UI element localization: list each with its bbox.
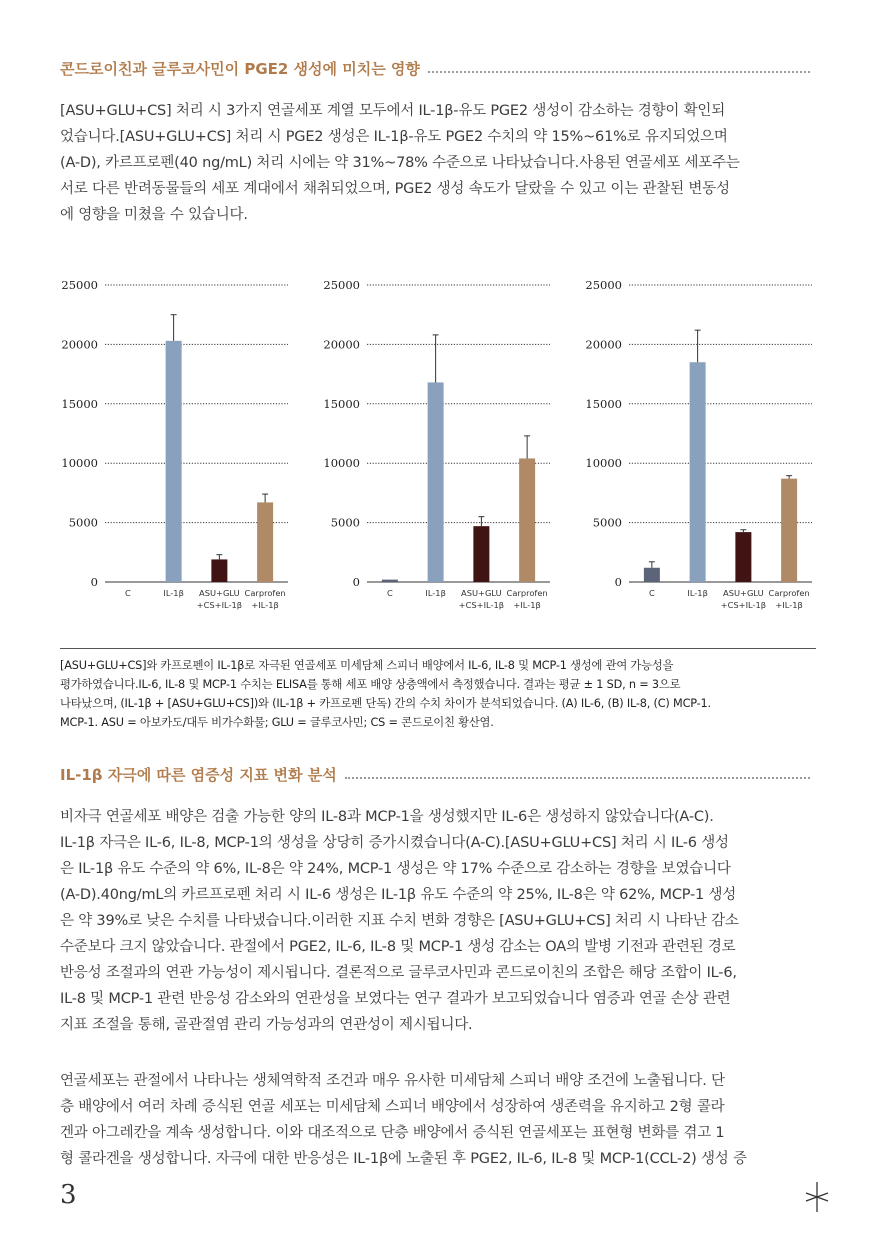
text-line: 반응성 조절과의 연관 가능성이 제시됩니다. 결론적으로 글루코사민과 콘드로이친의 조합은 해당 조합이 IL-6, (60, 965, 737, 981)
bar (644, 568, 660, 582)
text-line: 은 약 39%로 낮은 수치를 나타냈습니다.이러한 지표 수치 변화 경향은 [ASU+GLU+CS] 처리 시 나타난 감소 (60, 913, 739, 929)
caption-divider (60, 648, 816, 649)
x-tick-label: IL-1β (687, 588, 708, 598)
y-tick-label: 20000 (323, 337, 360, 352)
text-line: 은 IL-1β 유도 수준의 약 6%, IL-8은 약 24%, MCP-1 생성은 약 17% 수준으로 감소하는 경향을 보였습니다 (60, 861, 731, 877)
y-tick-label: 5000 (68, 515, 98, 530)
bar (211, 559, 227, 582)
y-tick-label: 0 (614, 575, 622, 589)
x-tick-label: C (386, 588, 393, 598)
section-title-text: IL-1β 자극에 따른 염증성 지표 변화 분석 (60, 766, 337, 784)
title-dotted-leader (345, 777, 810, 779)
x-tick-label: C (124, 588, 131, 598)
y-tick-label: 10000 (61, 456, 98, 471)
text-line: (A-D), 카르프로펜(40 ng/mL) 처리 시에는 약 31%~78% 수준으로 나타났습니다.사용된 연골세포 세포주는 (60, 155, 740, 171)
title-dotted-leader (428, 71, 810, 73)
y-tick-label: 25000 (323, 278, 360, 292)
x-tick-label: +IL-1β (775, 600, 803, 610)
paragraph-chondrocytes (60, 1068, 816, 1172)
text-line: 었습니다.[ASU+GLU+CS] 처리 시 PGE2 생성은 IL-1β-유도 PGE2 수치의 약 15%~61%로 유지되었으며 (60, 129, 728, 145)
text-line: 층 배양에서 여러 차례 증식된 연골 세포는 미세담체 스피너 배양에서 성장하여 생존력을 유지하고 2형 콜라 (60, 1099, 725, 1115)
bar (519, 458, 535, 582)
y-tick-label: 20000 (585, 337, 622, 352)
y-tick-label: 15000 (61, 396, 98, 411)
section-title-il1b (60, 764, 810, 785)
caption-line: 나타났으며, (IL-1β + [ASU+GLU+CS])와 (IL-1β + 카프로펜 단독) 간의 수치 차이가 분석되었습니다. (A) IL-6, (B) IL-8, (C) MCP-1. (60, 697, 711, 710)
text-line: 에 영향을 미쳤을 수 있습니다. (60, 207, 248, 223)
bar (382, 580, 398, 582)
chart-c-svg (584, 270, 814, 620)
y-tick-label: 15000 (585, 396, 622, 411)
bar (166, 341, 182, 582)
text-line: 겐과 아그레칸을 계속 생성합니다. 이와 대조적으로 단층 배양에서 증식된 연골세포는 표현형 변화를 겪고 1 (60, 1125, 725, 1141)
x-tick-label: +CS+IL-1β (720, 600, 767, 610)
chart-a-svg (60, 270, 290, 620)
chart-a (60, 270, 290, 620)
chart-b-svg (322, 270, 552, 620)
x-tick-label: +CS+IL-1β (458, 600, 505, 610)
x-tick-label: ASU+GLU (723, 588, 764, 598)
bar (781, 479, 797, 582)
x-tick-label: Carprofen (768, 588, 810, 598)
x-tick-label: Carprofen (244, 588, 286, 598)
star-icon (805, 1182, 829, 1212)
paragraph-il1b (60, 804, 816, 1038)
x-tick-label: C (648, 588, 655, 598)
caption-line: [ASU+GLU+CS]와 카프로펜이 IL-1β로 자극된 연골세포 미세담체 스피너 배양에서 IL-6, IL-8 및 MCP-1 생성에 관여 가능성을 (60, 659, 674, 672)
text-line: [ASU+GLU+CS] 처리 시 3가지 연골세포 계열 모두에서 IL-1β-유도 PGE2 생성이 감소하는 경향이 확인되 (60, 103, 726, 119)
section-title-pge2 (60, 58, 810, 79)
x-tick-label: +IL-1β (513, 600, 541, 610)
text-line: IL-8 및 MCP-1 관련 반응성 감소와의 연관성을 보였다는 연구 결과가 보고되었습니다 염증과 연골 손상 관련 (60, 991, 731, 1007)
x-tick-label: ASU+GLU (199, 588, 240, 598)
caption-line: MCP-1. ASU = 아보카도/대두 비가수화물; GLU = 글루코사민; CS = 콘드로이친 황산염. (60, 716, 494, 729)
figure-caption (60, 656, 816, 732)
text-line: 형 콜라겐을 생성합니다. 자극에 대한 반응성은 IL-1β에 노출된 후 PGE2, IL-6, IL-8 및 MCP-1(CCL-2) 생성 증 (60, 1151, 747, 1167)
bar (473, 526, 489, 582)
text-line: 수준보다 크지 않았습니다. 관절에서 PGE2, IL-6, IL-8 및 MCP-1 생성 감소는 OA의 발병 기전과 관련된 경로 (60, 939, 736, 955)
y-tick-label: 5000 (592, 515, 622, 530)
chart-b (322, 270, 552, 620)
y-tick-label: 0 (352, 575, 360, 589)
y-tick-label: 20000 (61, 337, 98, 352)
text-line: (A-D).40ng/mL의 카르프로펜 처리 시 IL-6 생성은 IL-1β 유도 수준의 약 25%, IL-8은 약 62%, MCP-1 생성 (60, 887, 737, 903)
paragraph-pge2 (60, 98, 816, 228)
x-tick-label: +IL-1β (251, 600, 279, 610)
y-tick-label: 0 (90, 575, 98, 589)
y-tick-label: 25000 (585, 278, 622, 292)
text-line: 비자극 연골세포 배양은 검출 가능한 양의 IL-8과 MCP-1을 생성했지만 IL-6은 생성하지 않았습니다(A-C). (60, 809, 714, 825)
bar (257, 502, 273, 582)
x-tick-label: +CS+IL-1β (196, 600, 243, 610)
page-number: 3 (60, 1180, 77, 1210)
y-tick-label: 15000 (323, 396, 360, 411)
y-tick-label: 25000 (61, 278, 98, 292)
bar (690, 362, 706, 582)
text-line: 연골세포는 관절에서 나타나는 생체역학적 조건과 매우 유사한 미세담체 스피너 배양 조건에 노출됩니다. 단 (60, 1073, 725, 1089)
text-line: 지표 조절을 통해, 골관절염 관리 가능성과의 연관성이 제시됩니다. (60, 1017, 473, 1033)
chart-c (584, 270, 814, 620)
text-line: IL-1β 자극은 IL-6, IL-8, MCP-1의 생성을 상당히 증가시켰습니다(A-C).[ASU+GLU+CS] 처리 시 IL-6 생성 (60, 835, 729, 851)
y-tick-label: 5000 (330, 515, 360, 530)
y-tick-label: 10000 (585, 456, 622, 471)
y-tick-label: 10000 (323, 456, 360, 471)
bar (735, 532, 751, 582)
text-line: 서로 다른 반려동물들의 세포 계대에서 채취되었으며, PGE2 생성 속도가 달랐을 수 있고 이는 관찰된 변동성 (60, 181, 730, 197)
x-tick-label: IL-1β (425, 588, 446, 598)
x-tick-label: IL-1β (163, 588, 184, 598)
section-title-text: 콘드로이친과 글루코사민이 PGE2 생성에 미치는 영향 (60, 60, 420, 78)
x-tick-label: Carprofen (506, 588, 548, 598)
bar (428, 382, 444, 582)
x-tick-label: ASU+GLU (461, 588, 502, 598)
caption-line: 평가하였습니다.IL-6, IL-8 및 MCP-1 수치는 ELISA를 통해 세포 배양 상층액에서 측정했습니다. 결과는 평균 ± 1 SD, n = 3으로 (60, 678, 681, 691)
